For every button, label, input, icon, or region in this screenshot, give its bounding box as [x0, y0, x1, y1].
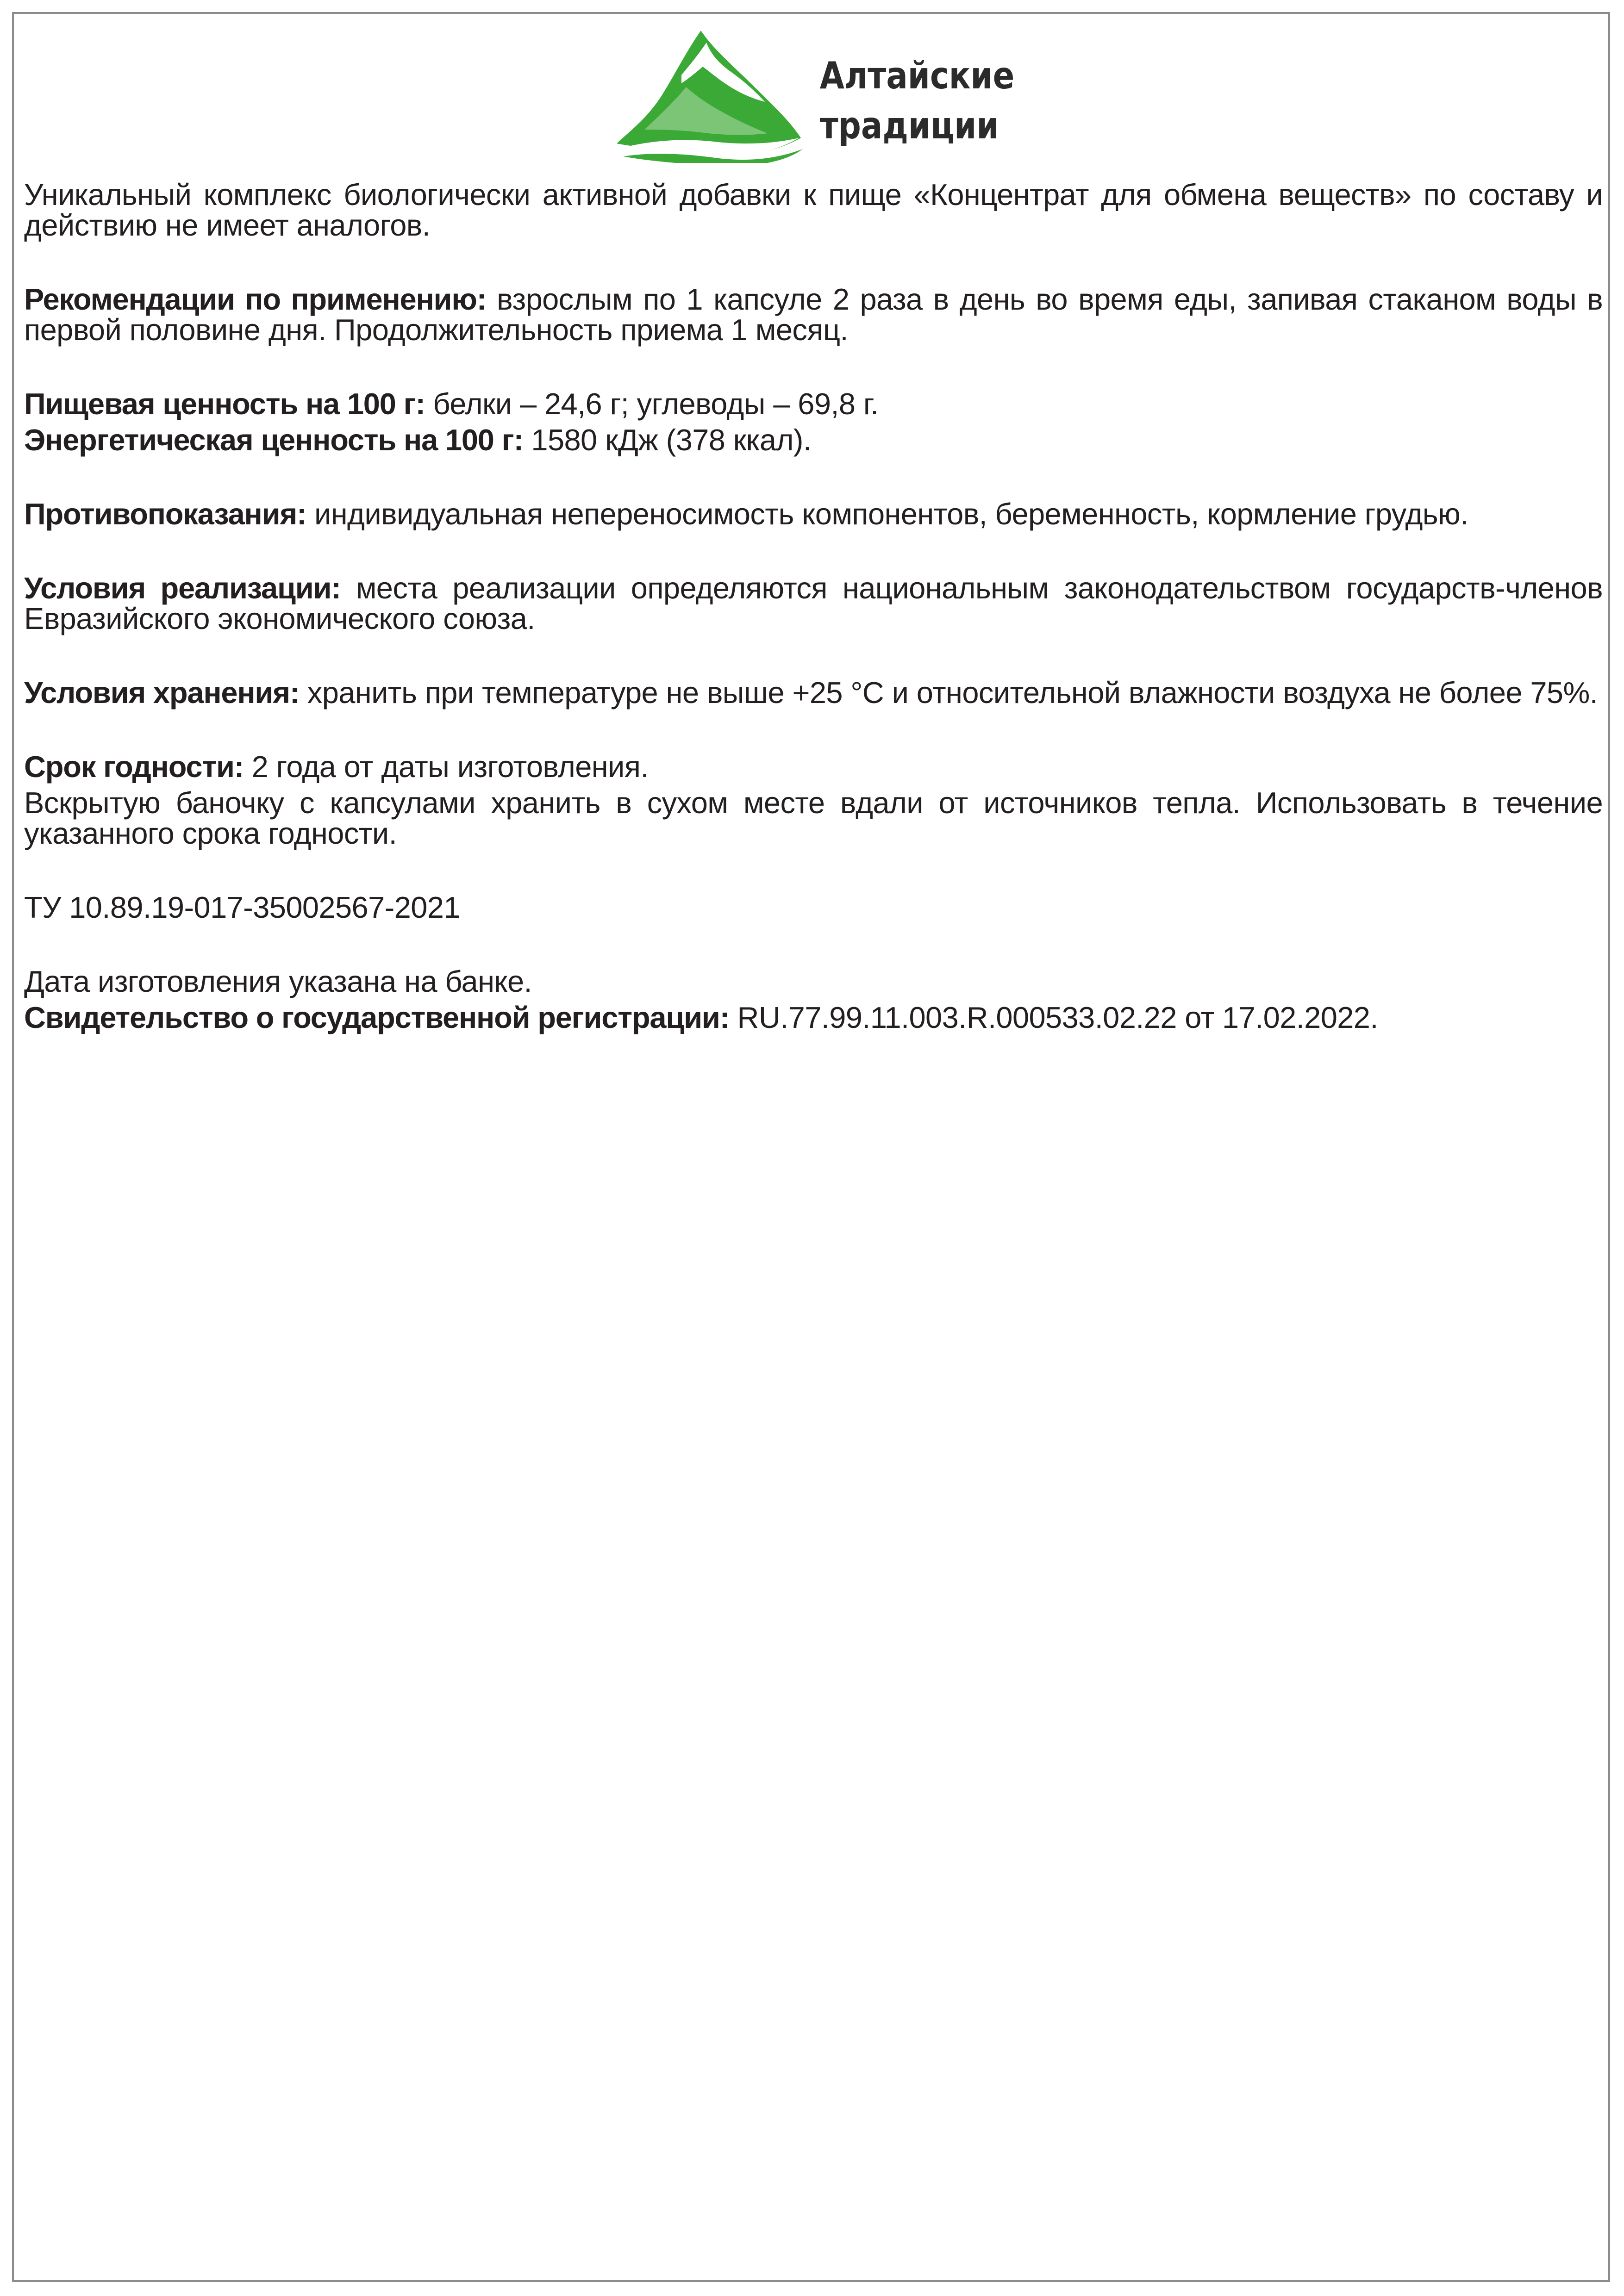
nutrition-text: белки – 24,6 г; углеводы – 69,8 г. [425, 387, 879, 421]
storage-text: хранить при температуре не выше +25 °С и относительной влажности воздуха не более 75%. [299, 676, 1598, 709]
intro-paragraph: Уникальный комплекс биологически активной добавки к пище «Концентрат для обмена веществ» по составу и действию не имеет аналогов. [24, 178, 1603, 242]
certificate-label: Свидетельство о государственной регистрации: [24, 1001, 730, 1034]
opened-storage-paragraph: Вскрытую баночку с капсулами хранить в сухом месте вдали от источников тепла. Использовать в течение указанного срока годности. [24, 786, 1603, 850]
brand-name-line1: Алтайские [819, 54, 1015, 97]
certificate-text: RU.77.99.11.003.R.000533.02.22 от 17.02.2022. [729, 1001, 1378, 1034]
energy-text: 1580 кДж (378 ккал). [523, 423, 812, 457]
energy-paragraph [24, 425, 1603, 455]
energy-label: Энергетическая ценность на 100 г: [24, 423, 523, 457]
shelf-life-paragraph [24, 752, 1603, 782]
sale-conditions-paragraph [24, 573, 1603, 634]
brand-name-line2: традиции [819, 104, 999, 147]
storage-label: Условия хранения: [24, 676, 300, 709]
certificate-paragraph [24, 1002, 1603, 1033]
sale-conditions-label: Условия реализации: [24, 571, 341, 605]
manufacture-date-note: Дата изготовления указана на банке. [24, 964, 532, 998]
nutrition-paragraph [24, 389, 1603, 419]
nutrition-label: Пищевая ценность на 100 г: [24, 387, 425, 421]
storage-paragraph [24, 678, 1603, 708]
usage-paragraph [24, 284, 1603, 345]
shelf-life-label: Срок годности: [24, 750, 244, 784]
contraindications-label: Противопоказания: [24, 497, 306, 531]
tu-code: ТУ 10.89.19-017-35002567-2021 [24, 890, 460, 924]
contraindications-text: индивидуальная непереносимость компонентов, беременность, кормление грудью. [306, 497, 1468, 531]
brand-name [819, 51, 1015, 151]
contraindications-paragraph [24, 499, 1603, 529]
label-text [24, 180, 1603, 1033]
shelf-life-text: 2 года от даты изготовления. [244, 750, 649, 784]
usage-text: взрослым по 1 капсуле 2 раза в день во время еды, запивая стаканом воды в первой половине дня. Продолжительность приема 1 месяц. [24, 282, 1603, 347]
mountain-logo-icon [612, 24, 816, 163]
sale-conditions-text: места реализации определяются национальным законодательством государств-членов Евразийского экономического союза. [24, 571, 1603, 635]
usage-label: Рекомендации по применению: [24, 282, 487, 316]
